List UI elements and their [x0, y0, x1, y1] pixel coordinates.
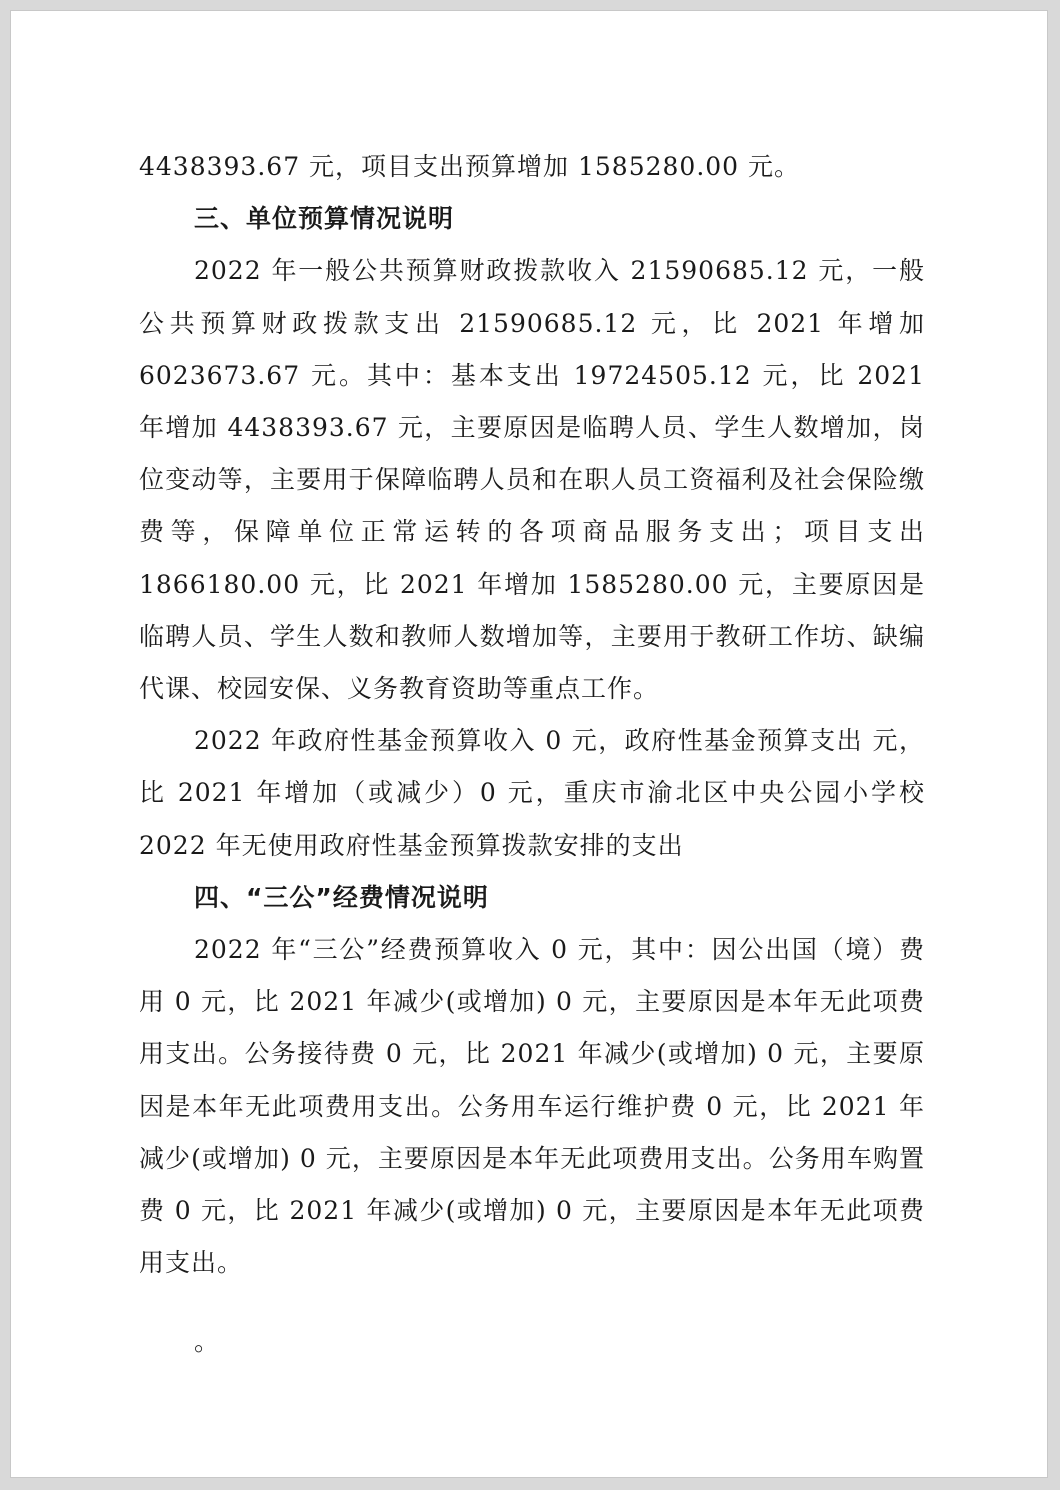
section-heading-three-public: 四、“三公”经费情况说明 [194, 882, 489, 912]
paragraph-three-public-expenses: 2022 年“三公”经费预算收入 0 元，其中：因公出国（境）费用 0 元，比 2021 年减少(或增加) 0 元，主要原因是本年无此项费用支出。公务接待费 0 元，比 2021 年减少(或增加) 0 元，主要原因是本年无此项费用支出。公务用车运行维护费 0 元，比 2021 年减少(或增加) 0 元，主要原因是本年无此项费用支出。公务用车购置费 0 元，比 2021 年减少(或增加) 0 元，主要原因是本年无此项费用支出。 [139, 935, 925, 1278]
paragraph-general-budget: 2022 年一般公共预算财政拨款收入 21590685.12 元，一般公共预算财政拨款支出 21590685.12 元，比 2021 年增加 6023673.67 元。其中：基本支出 19724505.12 元，比 2021 年增加 4438393.67 元，主要原因是临聘人员、学生人数增加，岗位变动等，主要用于保障临聘人员和在职人员工资福利及社会保险缴费等，保障单位正常运转的各项商品服务支出；项目支出 1866180.00 元，比 2021 年增加 1585280.00 元，主要原因是临聘人员、学生人数和教师人数增加等，主要用于教研工作坊、缺编代课、校园安保、义务教育资助等重点工作。 [139, 256, 925, 704]
paragraph-continuation: 4438393.67 元，项目支出预算增加 1585280.00 元。 [139, 152, 801, 181]
section-heading-unit-budget: 三、单位预算情况说明 [194, 204, 455, 234]
trailing-mark: 。 [194, 1327, 221, 1357]
paragraph-government-fund: 2022 年政府性基金预算收入 0 元，政府性基金预算支出 元，比 2021 年增加（或减少）0 元，重庆市渝北区中央公园小学校 2022 年无使用政府性基金预算拨款安排的支出 [139, 726, 925, 860]
document-body [139, 141, 925, 1369]
document-page [10, 10, 1048, 1478]
